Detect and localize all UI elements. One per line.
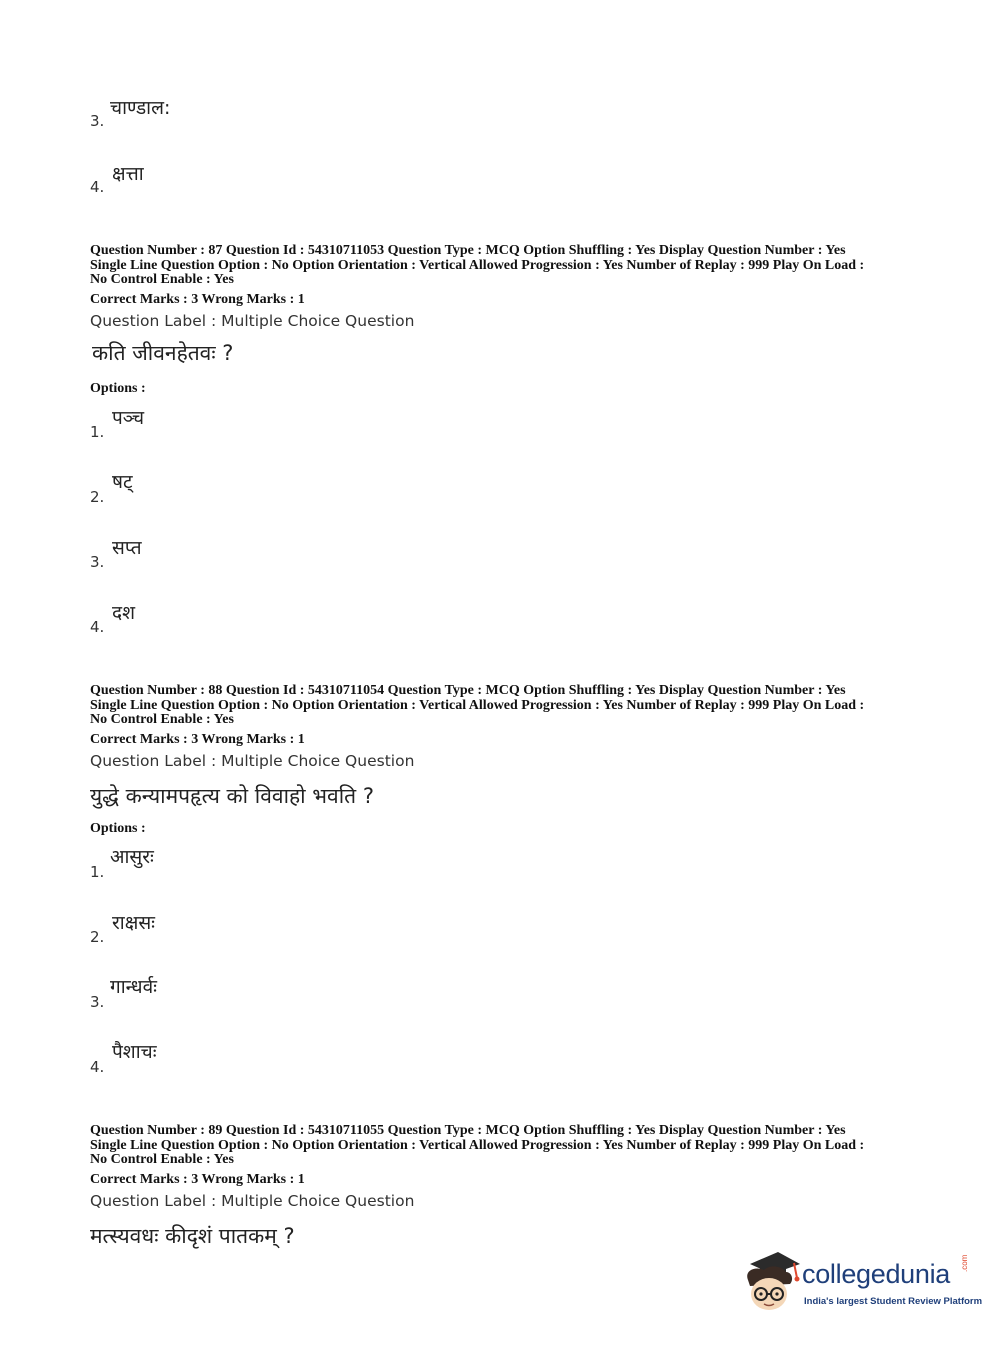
option-number: 4. (90, 618, 105, 636)
question-text: मत्स्यवधः कीदृशं पातकम् ? (90, 1224, 295, 1248)
question-marks: Correct Marks : 3 Wrong Marks : 1 (90, 732, 305, 747)
question-label: Question Label : Multiple Choice Question (90, 312, 415, 330)
option-text: पैशाचः (112, 1041, 157, 1063)
question-meta-line: No Control Enable : Yes (90, 1152, 234, 1167)
option-number: 2. (90, 488, 105, 506)
logo-dotcom: .com (960, 1254, 969, 1272)
option-number: 4. (90, 1058, 105, 1076)
option-number: 3. (90, 993, 105, 1011)
logo-tagline: India's largest Student Review Platform (804, 1296, 983, 1307)
option-number: 4. (90, 178, 105, 196)
logo-wordmark: collegedunia (802, 1259, 951, 1289)
option-number: 1. (90, 423, 105, 441)
option-text: सप्त (112, 537, 142, 559)
option-number: 1. (90, 863, 105, 881)
option-text: दश (112, 602, 136, 624)
option-text: राक्षसः (112, 912, 155, 934)
question-meta-line: No Control Enable : Yes (90, 712, 234, 727)
option-text: चाण्डाल: (110, 97, 171, 119)
question-label: Question Label : Multiple Choice Question (90, 1192, 415, 1210)
question-marks: Correct Marks : 3 Wrong Marks : 1 (90, 292, 305, 307)
question-meta-line: Question Number : 89 Question Id : 54310711055 Question Type : MCQ Option Shuffling : Yes Display Question Number : Yes (90, 1123, 846, 1138)
question-text: युद्धे कन्यामपहृत्य को विवाहो भवति ? (90, 784, 374, 808)
option-number: 3. (90, 112, 105, 130)
question-meta-line: No Control Enable : Yes (90, 272, 234, 287)
question-label: Question Label : Multiple Choice Question (90, 752, 415, 770)
option-text: क्षत्ता (112, 163, 144, 185)
option-number: 3. (90, 553, 105, 571)
option-text: आसुरः (110, 846, 154, 868)
collegedunia-logo[interactable] (742, 1250, 983, 1318)
option-number: 2. (90, 928, 105, 946)
mascot-icon (742, 1250, 802, 1312)
question-marks: Correct Marks : 3 Wrong Marks : 1 (90, 1172, 305, 1187)
option-text: पञ्च (112, 407, 145, 429)
question-meta-line: Single Line Question Option : No Option Orientation : Vertical Allowed Progression : Yes Number of Replay : 999 Play On Load : (90, 698, 865, 713)
option-text: गान्धर्वः (110, 976, 157, 998)
question-meta-line: Single Line Question Option : No Option Orientation : Vertical Allowed Progression : Yes Number of Replay : 999 Play On Load : (90, 1138, 865, 1153)
question-meta-line: Single Line Question Option : No Option Orientation : Vertical Allowed Progression : Yes Number of Replay : 999 Play On Load : (90, 258, 865, 273)
options-heading: Options : (90, 381, 146, 396)
options-heading: Options : (90, 821, 146, 836)
option-text: षट् (112, 471, 133, 493)
question-meta-line: Question Number : 87 Question Id : 54310711053 Question Type : MCQ Option Shuffling : Yes Display Question Number : Yes (90, 243, 846, 258)
question-meta-line: Question Number : 88 Question Id : 54310711054 Question Type : MCQ Option Shuffling : Yes Display Question Number : Yes (90, 683, 846, 698)
question-text: कति जीवनहेतवः ? (92, 341, 234, 365)
